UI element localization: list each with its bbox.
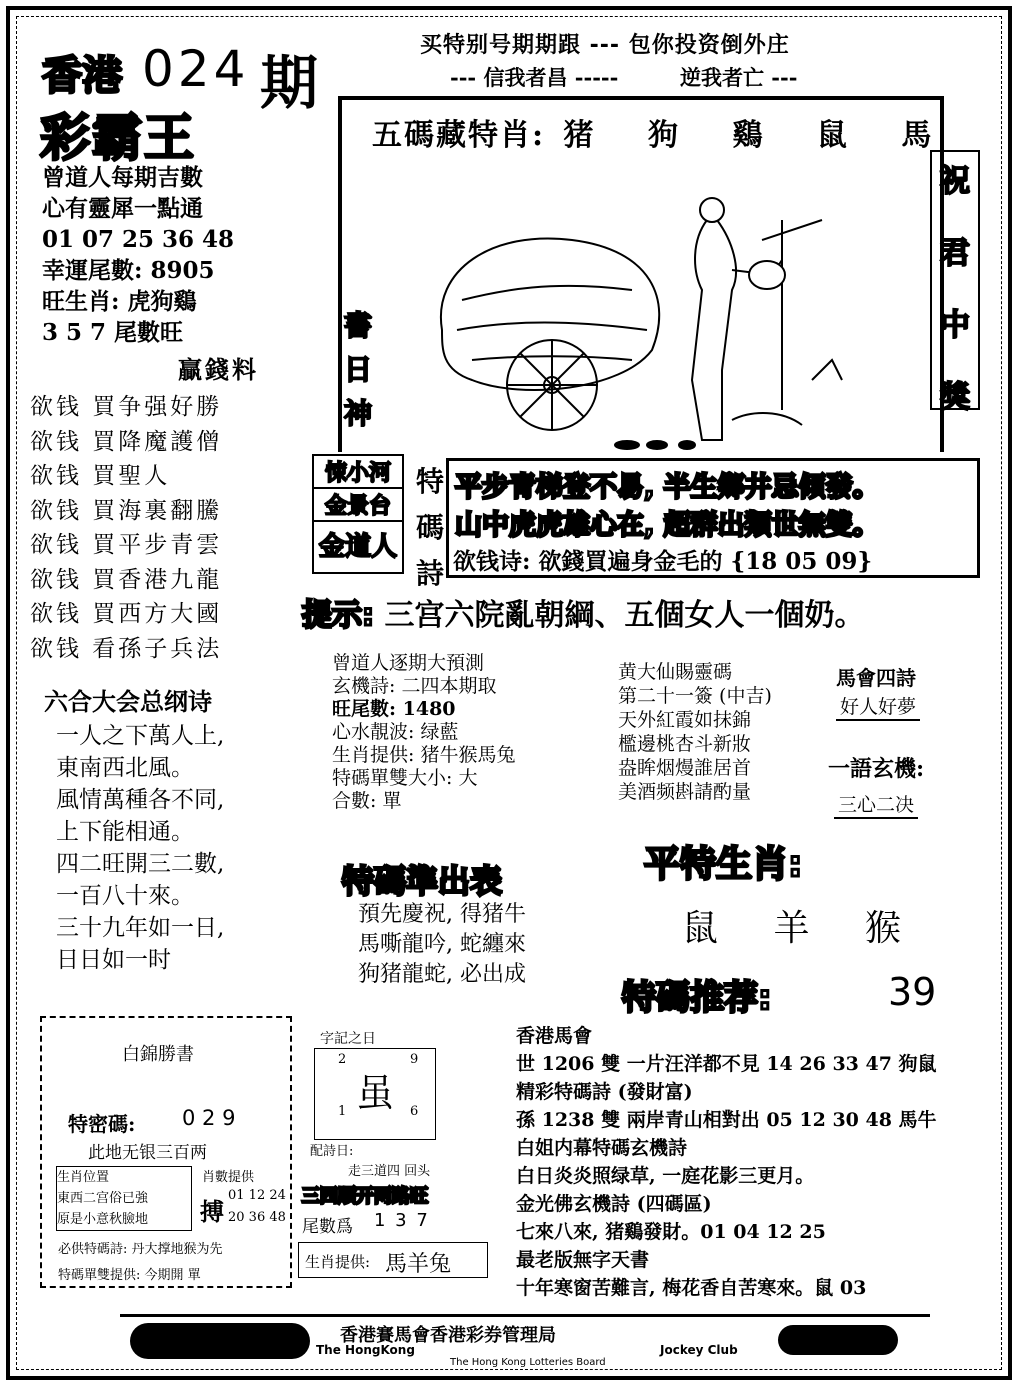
poem-line-3: 欲钱诗: 欲錢買遍身金毛的 {18 05 09} [453,548,873,575]
character-box-num: 1 [338,1104,347,1119]
poem-tag-char: 詩 [415,557,444,590]
zodiac-animal: 猪 [563,118,596,153]
hint-text: 三宫六院亂朝綱、五個女人一個奶。 [384,598,865,633]
white-book-box-num: 20 36 48 [228,1210,286,1225]
win-line: 欲钱 買海裏翻騰 [30,497,223,524]
poem-line-1: 平步青梯登不易, 半生鄉井忌傾發。 [455,472,880,503]
character-box-poem: 走三道四 回头 [348,1164,431,1179]
stamp-bottom: 金道人 [312,522,404,574]
blessing-box [930,150,980,415]
character-box-tail-label: 尾數爲 [302,1217,353,1237]
issue-suffix: 期 [260,49,319,117]
white-book-box-label: 肖數提供 [202,1170,255,1185]
character-box-label: 配詩日: [310,1144,354,1159]
hk-horse [516,1022,937,1302]
win-line: 欲钱 買平步青雲 [30,532,223,558]
white-book-provide: 必供特碼詩: 丹大撑地猴为先 [58,1242,223,1257]
huang [618,660,772,804]
hk-line: 最老版無字天書 [516,1249,650,1271]
hint-label: 提示: [302,598,374,633]
win-title: 贏錢料 [178,355,259,384]
poem-tag-char: 特 [415,465,444,498]
hk-line: 七來八來, 猪鷄發財。01 04 12 25 [516,1221,826,1243]
white-book-left-line: 生肖位置 [57,1170,110,1185]
huang-line: 第二十一簽 (中吉) [618,685,772,707]
footer [120,1314,930,1377]
prediction-line: 玄機詩: 二四本期取 [332,675,497,697]
stamp [312,454,404,584]
headline-main: 买特别号期期跟 --- 包你投资倒外庄 [420,33,790,58]
one-word-title: 一語玄機: [828,756,925,782]
footer-logo-left [130,1323,310,1359]
horse-poem-text: 好人好夢 [836,692,920,721]
illustration [402,180,902,450]
ping-te-animals: 鼠 羊 猴 [682,908,923,949]
blessing-char: 中 [940,308,970,343]
character-box-num: 6 [410,1104,419,1119]
hk-line: 世 1206 雙 一片汪洋都不見 14 26 33 47 狗鼠 [516,1053,937,1075]
headline-left: --- 信我者昌 ----- [450,65,619,90]
hk-line: 白日炎炎照绿草, 一庭花影三更月。 [516,1165,815,1187]
te-ma-line: 馬嘶龍吟, 蛇纏來 [358,932,526,957]
prediction [332,652,515,813]
poem-line-2: 山中虎虎雄心在, 超群出類世無雙。 [455,510,880,541]
character-box-num: 2 [338,1052,347,1067]
one-word-text: 三心二决 [834,790,918,819]
issue-brand: 香港 [42,53,122,99]
character-box-zodiac-frame [298,1242,488,1278]
white-book-box-char: 搏 [200,1197,224,1226]
te-ma-line: 狗猪龍蛇, 必出成 [358,962,526,987]
poem-tag-char: 碼 [415,511,444,544]
footer-en-bottom: The Hong Kong Lotteries Board [450,1357,606,1368]
character-box-num: 9 [410,1052,419,1067]
white-book [40,1016,292,1288]
prediction-line: 旺尾數: 1480 [332,698,456,720]
character-box-zodiac: 馬羊兔 [385,1252,452,1277]
zodiac-animal: 鼠 [816,118,849,153]
stamp-top: 悚小河 [312,454,404,489]
hint [302,590,864,634]
blessing-char: 君 [940,236,970,271]
side-label-char: 日 [343,353,372,386]
zodiac-animal: 馬 [901,118,934,153]
huang-line: 黄大仙賜靈碼 [618,661,733,683]
hk-line: 香港馬會 [516,1025,593,1047]
prediction-line: 曾道人逐期大預測 [332,652,485,674]
side-label-char: 書 [343,309,372,342]
prediction-line: 生肖提供: 猪牛猴馬兔 [332,744,516,766]
ping-te-title: 平特生肖: [644,844,803,885]
prediction-line: 心水靚波: 绿藍 [332,721,459,743]
footer-en-right: Jockey Club [660,1343,738,1357]
side-label [340,304,376,432]
white-book-code-label: 特密碼: [68,1112,136,1136]
zeng-block [42,162,234,348]
poem-box [446,458,980,578]
zodiac-panel [338,96,970,452]
logo: 彩霸王 [40,109,196,167]
te-ma-lines [358,900,526,990]
prediction-line: 特碼單雙大小: 大 [332,767,478,789]
te-ma-line: 預先慶祝, 得猪牛 [358,902,526,927]
blessing-char: 獎 [940,380,970,415]
win-line: 欲钱 買降魔護僧 [30,428,223,455]
white-book-code: 0 2 9 [182,1106,236,1130]
character-box-zodiac-label: 生肖提供: [305,1253,371,1271]
footer-cn: 香港賽馬會香港彩券管理局 [340,1325,556,1346]
zodiac-animal: 鷄 [732,118,765,153]
zeng-line: 幸運尾數: 8905 [42,257,215,284]
hk-line: 白姐内幕特碼玄機詩 [516,1137,688,1159]
win-line: 欲钱 買聖人 [30,463,171,489]
tui-jian-label: 特碼推荐: [622,978,772,1018]
tui-jian-number: 39 [888,970,937,1014]
zeng-line: 3 5 7 尾數旺 [42,319,184,346]
stamp-mid: 金景台 [312,489,404,522]
prediction-line: 合數: 單 [332,790,402,812]
zeng-line: 心有靈犀一點通 [42,195,203,222]
issue-header [42,40,322,117]
win-line: 欲钱 買争强好勝 [30,394,223,420]
win-line: 欲钱 買西方大國 [30,601,223,627]
win-line: 欲钱 買香港九龍 [30,566,223,593]
white-book-subline: 此地无银三百两 [88,1143,207,1163]
te-ma-title: 特碼準出表 [342,862,503,900]
huang-line: 檻邊桃杏斗新妝 [618,733,752,755]
character-box-tail: 1 3 7 [374,1210,430,1231]
hk-line: 孫 1238 雙 兩岸青山相對出 05 12 30 48 馬牛 [516,1109,937,1131]
liuhe-lines: 一人之下萬人上, 東南西北風。 風情萬種各不同, 上下能相通。 四二旺開三二數, 一百八十來。 三十九年如一日, 日日如一时 [56,723,225,973]
side-label-char: 神 [343,397,372,430]
zeng-line: 旺生肖: 虎狗鷄 [42,288,197,315]
footer-logo-right [778,1325,898,1355]
poem-tag [412,460,448,592]
hk-line: 金光佛玄機詩 (四碼區) [516,1193,712,1215]
win-line: 欲钱 看孫子兵法 [30,635,223,662]
headline-right: 逆我者亡 --- [680,65,798,90]
character-box-banner: 三四順开两路旺 [302,1186,428,1207]
blessing-char: 祝 [940,164,970,199]
huang-line: 盎眸烟熳誰居首 [618,757,752,779]
zeng-line: 01 07 25 36 48 [42,226,235,253]
character-box [298,1028,488,1282]
footer-en-left: The HongKong [316,1343,415,1357]
white-book-box-num: 01 12 24 [228,1188,286,1203]
character-box-char: 虽 [356,1071,395,1115]
five-zodiac-label: 五碼藏特肖: [372,118,546,153]
five-zodiac [372,110,933,154]
issue-number: 024 [142,40,250,98]
zeng-line: 曾道人每期吉數 [42,164,203,191]
horse-poem-title: 馬會四詩 [836,666,916,690]
white-book-left-line: 東西二宫俗已強 [57,1191,149,1206]
hk-line: 精彩特碼詩 (發財富) [516,1081,693,1103]
white-book-title: 白錦勝書 [122,1044,194,1065]
hk-line: 十年寒窗苦難言, 梅花香自苦寒來。鼠 03 [516,1277,867,1299]
white-book-single: 特碼單雙提供: 今期開 單 [58,1268,201,1283]
character-box-title: 字記之日 [320,1031,376,1047]
huang-line: 美酒频斟請酌量 [618,781,752,803]
white-book-left [56,1166,192,1231]
white-book-left-line: 原是小意秋臉地 [57,1212,149,1227]
liuhe-title: 六合大会总纲诗 [44,687,212,716]
huang-line: 天外紅霞如抹錦 [618,709,752,731]
win-list [30,390,222,666]
zodiac-animal: 狗 [647,118,680,153]
